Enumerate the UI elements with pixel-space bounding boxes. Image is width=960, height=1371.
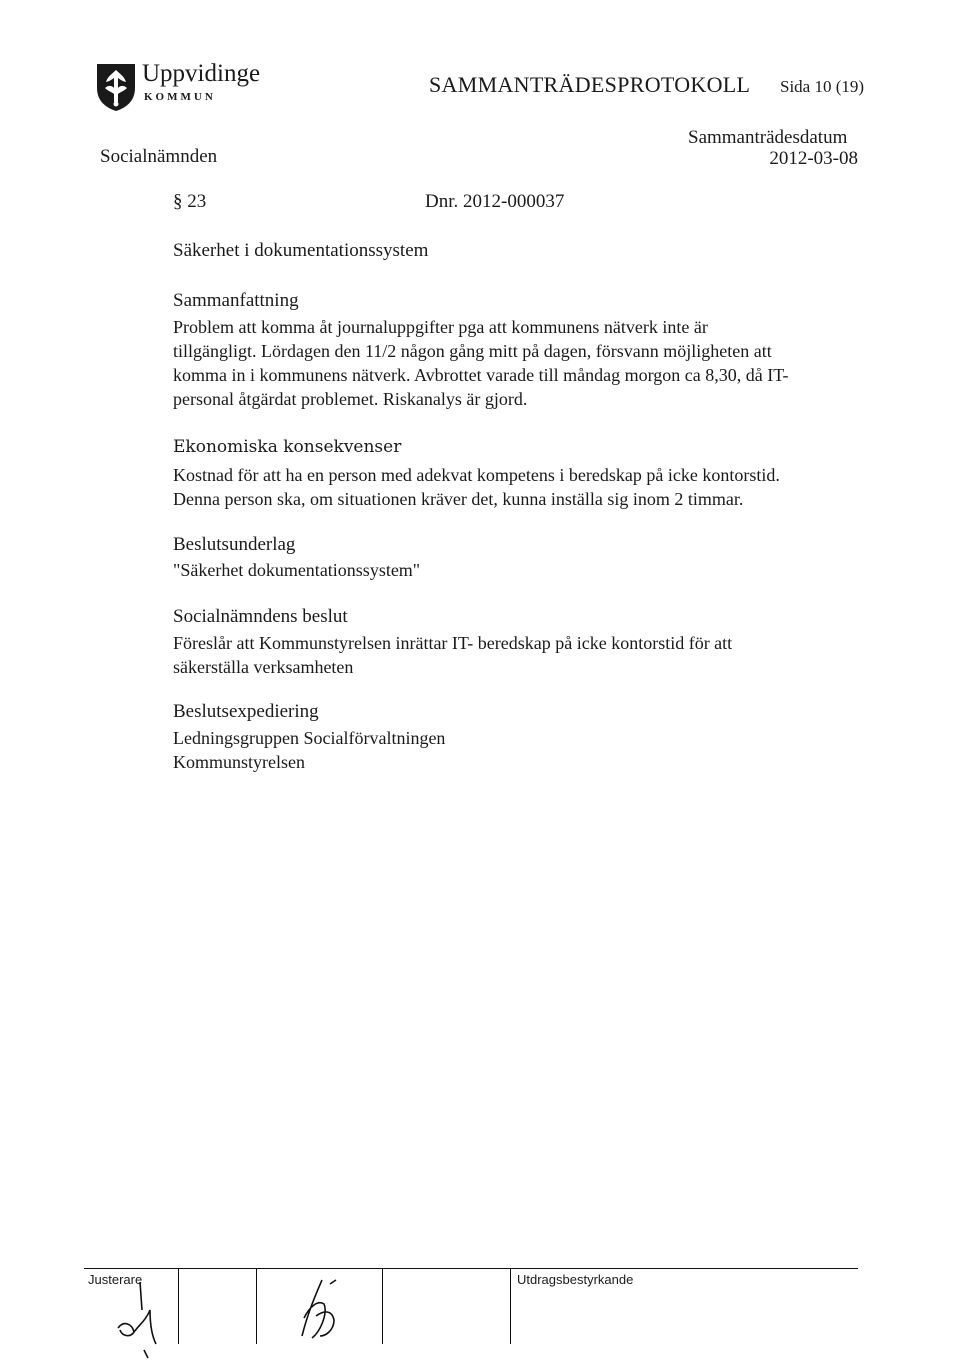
section-heading-sammanfattning: Sammanfattning bbox=[173, 290, 299, 311]
section-heading-ekonomiska: Ekonomiska konsekvenser bbox=[173, 437, 402, 457]
text-line: personal åtgärdat problemet. Riskanalys är gjord. bbox=[173, 389, 528, 409]
text-line: säkerställa verksamheten bbox=[173, 657, 354, 677]
footer-divider bbox=[510, 1268, 511, 1344]
justerare-label: Justerare bbox=[88, 1272, 143, 1287]
meeting-date-label: Sammanträdesdatum bbox=[688, 127, 848, 148]
footer-divider bbox=[256, 1268, 257, 1344]
signature-mark bbox=[280, 1276, 350, 1351]
kommun-name: Uppvidinge bbox=[142, 60, 261, 87]
section-heading-beslut: Socialnämndens beslut bbox=[173, 606, 348, 627]
text-line: tillgängligt. Lördagen den 11/2 någon gång mitt på dagen, försvann möjligheten att bbox=[173, 341, 772, 361]
organization: Socialnämnden bbox=[100, 146, 218, 167]
text-line: Föreslår att Kommunstyrelsen inrättar IT- beredskap på icke kontorstid för att bbox=[173, 633, 733, 653]
meeting-date: 2012-03-08 bbox=[769, 148, 858, 169]
paragraph-number: § 23 bbox=[173, 191, 207, 212]
section-body-expediering bbox=[173, 726, 853, 774]
footer-rule bbox=[84, 1268, 858, 1269]
section-heading-beslutsunderlag: Beslutsunderlag bbox=[173, 534, 296, 555]
text-line: Kommunstyrelsen bbox=[173, 752, 305, 772]
text-line: Denna person ska, om situationen kräver det, kunna inställa sig inom 2 timmar. bbox=[173, 489, 744, 509]
coat-of-arms-icon bbox=[95, 62, 137, 112]
section-body-sammanfattning bbox=[173, 315, 853, 411]
section-heading-expediering: Beslutsexpediering bbox=[173, 701, 319, 722]
diary-number: Dnr. 2012-000037 bbox=[425, 191, 565, 212]
kommun-subtitle: KOMMUN bbox=[144, 91, 216, 103]
item-subject: Säkerhet i dokumentationssystem bbox=[173, 240, 429, 261]
utdragsbestyrkande-label: Utdragsbestyrkande bbox=[517, 1272, 634, 1287]
text-line: Ledningsgruppen Socialförvaltningen bbox=[173, 728, 446, 748]
document-title: SAMMANTRÄDESPROTOKOLL bbox=[429, 72, 751, 97]
text-line: komma in i kommunens nätverk. Avbrottet varade till måndag morgon ca 8,30, då IT- bbox=[173, 365, 789, 385]
page-number: Sida 10 (19) bbox=[780, 77, 865, 96]
footer-divider bbox=[178, 1268, 179, 1344]
text-line: Problem att komma åt journaluppgifter pga att kommunens nätverk inte är bbox=[173, 317, 708, 337]
footer-divider bbox=[382, 1268, 383, 1344]
section-body-beslut bbox=[173, 631, 853, 679]
signature-mark bbox=[110, 1280, 170, 1365]
section-body-ekonomiska bbox=[173, 463, 853, 511]
text-line: "Säkerhet dokumentationssystem" bbox=[173, 560, 421, 580]
section-body-beslutsunderlag bbox=[173, 558, 853, 582]
text-line: Kostnad för att ha en person med adekvat kompetens i beredskap på icke kontorstid. bbox=[173, 465, 780, 485]
